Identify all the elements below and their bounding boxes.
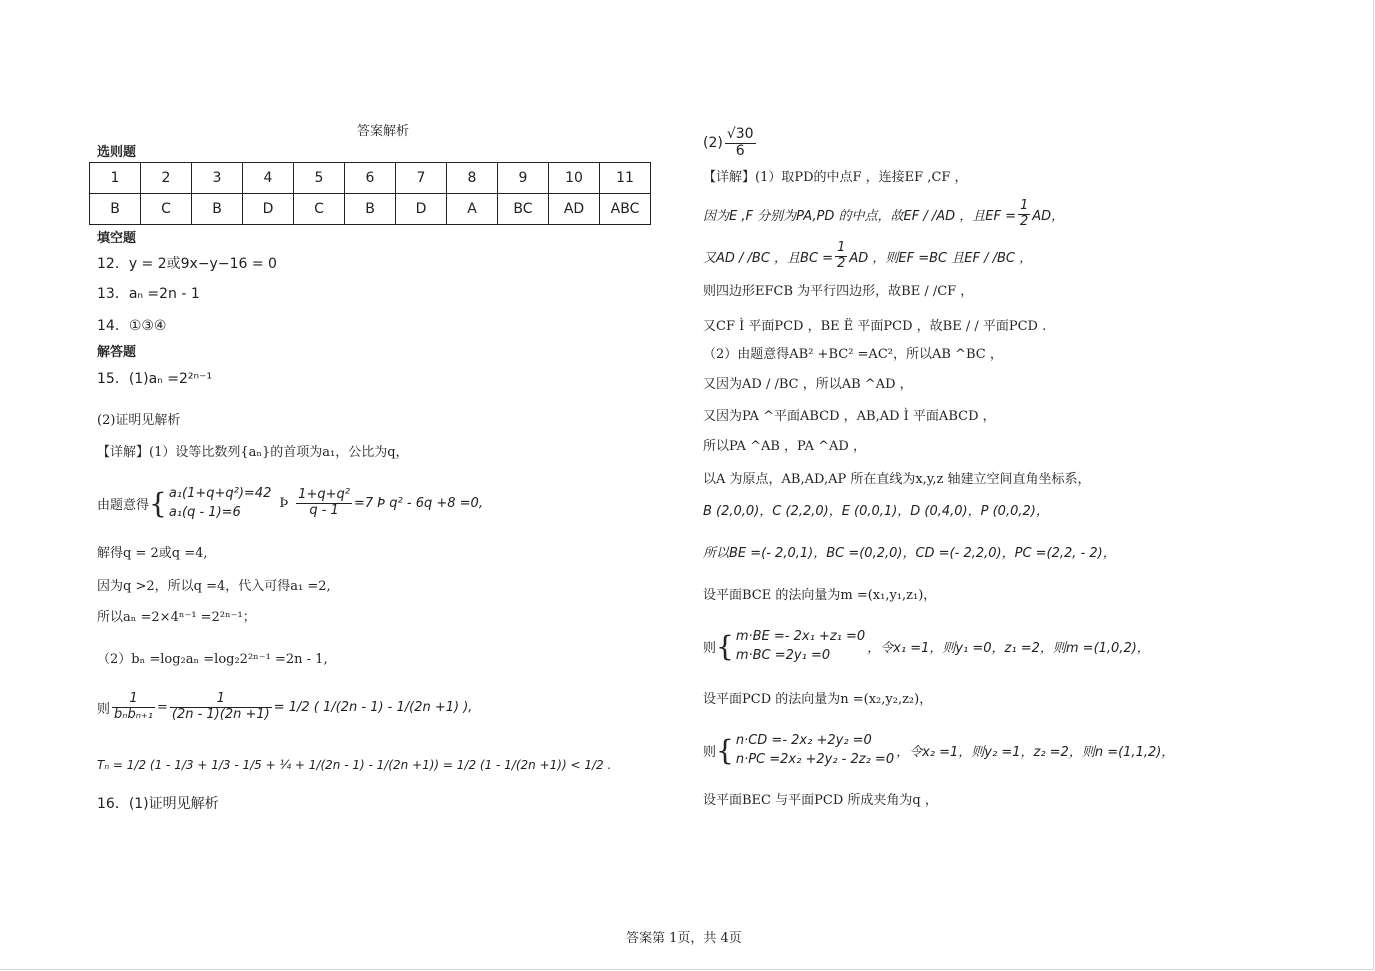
section-solve-heading: 解答题 <box>97 345 137 360</box>
page-footer: 答案第 1页，共 4页 <box>626 931 742 946</box>
fraction-denominator: q - 1 <box>309 502 339 518</box>
detail-line-7-fraction-1 <box>112 692 155 722</box>
right-line-10: 以A 为原点，AB,AD,AP 所在直线为x,y,z 轴建立空间直角坐标系， <box>703 472 1091 487</box>
right-line-3-b: AD ，则EF =BC 且EF / /BC ， <box>849 250 1033 266</box>
answer-cell: BC <box>498 194 549 225</box>
system-eq-b: n·PC =2x₂ +2y₂ - 2z₂ =0 <box>735 752 895 767</box>
answer-12: 12．y = 2或9x−y−16 = 0 <box>97 256 277 272</box>
right-line-17: 设平面BEC 与平面PCD 所成夹角为q ， <box>703 793 938 808</box>
right-line-8: 又因为PA ^平面ABCD ，AB,AD Ì 平面ABCD ， <box>703 409 996 424</box>
right-line-16 <box>703 728 1174 772</box>
question-number: 2 <box>141 163 192 194</box>
right-line-13: 设平面BCE 的法向量为m =(x₁,y₁,z₁)， <box>703 588 937 603</box>
system-eq-b: a₁(q - 1)=6 <box>168 505 241 520</box>
fraction-numerator: 1+q+q² <box>298 487 350 503</box>
answer-cell: ABC <box>600 194 651 225</box>
normal-system-n <box>736 731 894 770</box>
answer-13: 13．aₙ =2n - 1 <box>97 286 200 302</box>
right-line-3-fraction <box>835 241 847 271</box>
fraction-numerator: 1 <box>837 240 846 256</box>
answer-cell: AD <box>549 194 600 225</box>
fraction-numerator: 1 <box>170 692 272 707</box>
brace-icon: { <box>716 629 734 663</box>
right-line-14 <box>703 624 1150 668</box>
right-line-3-a: 又AD / /BC ，且BC = <box>703 250 834 266</box>
right-line-1: 【详解】(1）取PD的中点F ，连接EF ,CF ， <box>703 170 968 185</box>
detail-line-2-tail: =7 Þ q² - 6q +8 =0, <box>353 495 483 511</box>
question-number: 9 <box>498 163 549 194</box>
fraction-denominator: 2 <box>1020 213 1029 229</box>
fraction-denominator: (2n - 1)(2n +1) <box>171 706 270 722</box>
question-number: 5 <box>294 163 345 194</box>
system-eq-a: m·BE =- 2x₁ +z₁ =0 <box>735 628 866 644</box>
right-line-3 <box>703 238 1032 274</box>
answer-16-part2-lead: (2) <box>703 135 723 151</box>
question-number: 8 <box>447 163 498 194</box>
answer-16-part2-fraction <box>725 127 756 159</box>
right-line-16-tail: ，令x₂ =1，则y₂ =1，z₂ =2，则n =(1,1,2)， <box>896 744 1175 760</box>
brace-icon: { <box>149 486 167 520</box>
fraction-numerator: √30 <box>726 126 754 143</box>
detail-line-2-fraction <box>296 488 352 518</box>
answer-cell: B <box>192 194 243 225</box>
fraction-denominator: 6 <box>735 142 745 159</box>
answer-cell: A <box>447 194 498 225</box>
right-line-9: 所以PA ^AB ，PA ^AD ， <box>703 439 866 454</box>
detail-line-3: 解得q = 2或q =4, <box>97 546 208 561</box>
answer-cell: D <box>396 194 447 225</box>
right-line-14-lead: 则 <box>703 640 717 656</box>
detail-line-2 <box>97 480 483 526</box>
fraction-denominator: 2 <box>837 255 846 271</box>
system-eq-a: a₁(1+q+q²)=42 <box>168 485 272 501</box>
answer-15: 15．(1)aₙ =2²ⁿ⁻¹ <box>97 371 213 387</box>
right-line-5: 又CF Ì 平面PCD ，BE Ë 平面PCD ，故BE / / 平面PCD . <box>703 319 1047 334</box>
right-line-2-b: AD， <box>1032 208 1065 224</box>
question-number: 6 <box>345 163 396 194</box>
detail-line-7-fraction-2 <box>170 692 272 722</box>
right-line-12: 所以BE =(- 2,0,1)，BC =(0,2,0)，CD =(- 2,2,0)，PC =(2,2, - 2)， <box>703 546 1116 561</box>
right-line-6: （2）由题意得AB² +BC² =AC²，所以AB ^BC ， <box>703 347 1003 362</box>
answer-table-header-row <box>90 163 651 194</box>
fraction-numerator: 1 <box>112 692 155 707</box>
right-line-11: B (2,0,0)，C (2,2,0)，E (0,0,1)，D (0,4,0)，P (0,0,2)， <box>703 504 1049 519</box>
question-number: 10 <box>549 163 600 194</box>
right-line-7: 又因为AD / /BC ，所以AB ^AD ， <box>703 377 913 392</box>
section-choice-heading: 选则题 <box>97 145 137 160</box>
right-line-14-tail: ，令x₁ =1，则y₁ =0，z₁ =2，则m =(1,0,2)， <box>867 640 1150 656</box>
equals-symbol: = <box>156 699 168 715</box>
answer-cell: B <box>90 194 141 225</box>
detail-line-5: 所以aₙ =2×4ⁿ⁻¹ =2²ⁿ⁻¹； <box>97 610 256 625</box>
fraction-numerator: 1 <box>1020 198 1029 214</box>
answer-cell: C <box>294 194 345 225</box>
implies-symbol: Þ <box>279 495 289 511</box>
right-line-2-fraction <box>1018 199 1030 229</box>
right-line-2-a: 因为E ,F 分别为PA,PD 的中点，故EF / /AD ，且EF = <box>703 208 1016 224</box>
detail-line-1: 【详解】(1）设等比数列{aₙ}的首项为a₁，公比为q， <box>97 445 409 460</box>
right-line-15: 设平面PCD 的法向量为n =(x₂,y₂,z₂)， <box>703 692 933 707</box>
question-number: 4 <box>243 163 294 194</box>
detail-line-8: Tₙ = 1/2 (1 - 1/3 + 1/3 - 1/5 + ¼ + 1/(2n - 1) - 1/(2n +1)) = 1/2 (1 - 1/(2n +1)) < 1/2 . <box>97 758 612 772</box>
detail-line-6: （2）bₙ =log₂aₙ =log₂2²ⁿ⁻¹ =2n - 1, <box>97 652 328 667</box>
answer-14: 14．①③④ <box>97 318 167 334</box>
question-number: 3 <box>192 163 243 194</box>
answer-16-part2 <box>703 124 758 162</box>
normal-system-m <box>736 627 865 666</box>
right-line-4: 则四边形EFCB 为平行四边形，故BE / /CF ， <box>703 284 974 299</box>
page-title: 答案解析 <box>357 124 410 139</box>
answer-table <box>89 162 651 225</box>
question-number: 11 <box>600 163 651 194</box>
section-fill-heading: 填空题 <box>97 231 137 246</box>
detail-line-4: 因为q >2，所以q =4，代入可得a₁ =2, <box>97 579 331 594</box>
system-eq-b: m·BC =2y₁ =0 <box>735 648 831 663</box>
brace-icon: { <box>716 733 734 767</box>
right-line-16-lead: 则 <box>703 744 717 760</box>
system-eq-a: n·CD =- 2x₂ +2y₂ =0 <box>735 732 872 748</box>
detail-line-7 <box>97 687 472 727</box>
fraction-denominator: bₙbₙ₊₁ <box>114 706 153 722</box>
question-number: 7 <box>396 163 447 194</box>
detail-line-7-tail: = 1/2 ( 1/(2n - 1) - 1/(2n +1) ), <box>273 699 473 715</box>
detail-line-2-lead: 由题意得 <box>97 497 150 513</box>
equation-system <box>169 484 272 523</box>
answer-cell: C <box>141 194 192 225</box>
answer-15-part2: (2)证明见解析 <box>97 413 181 428</box>
answer-cell: B <box>345 194 396 225</box>
question-number: 1 <box>90 163 141 194</box>
answer-table-answer-row <box>90 194 651 225</box>
right-line-2 <box>703 196 1064 232</box>
answer-16: 16．(1)证明见解析 <box>97 796 219 812</box>
answer-cell: D <box>243 194 294 225</box>
detail-line-7-lead: 则 <box>97 701 111 717</box>
